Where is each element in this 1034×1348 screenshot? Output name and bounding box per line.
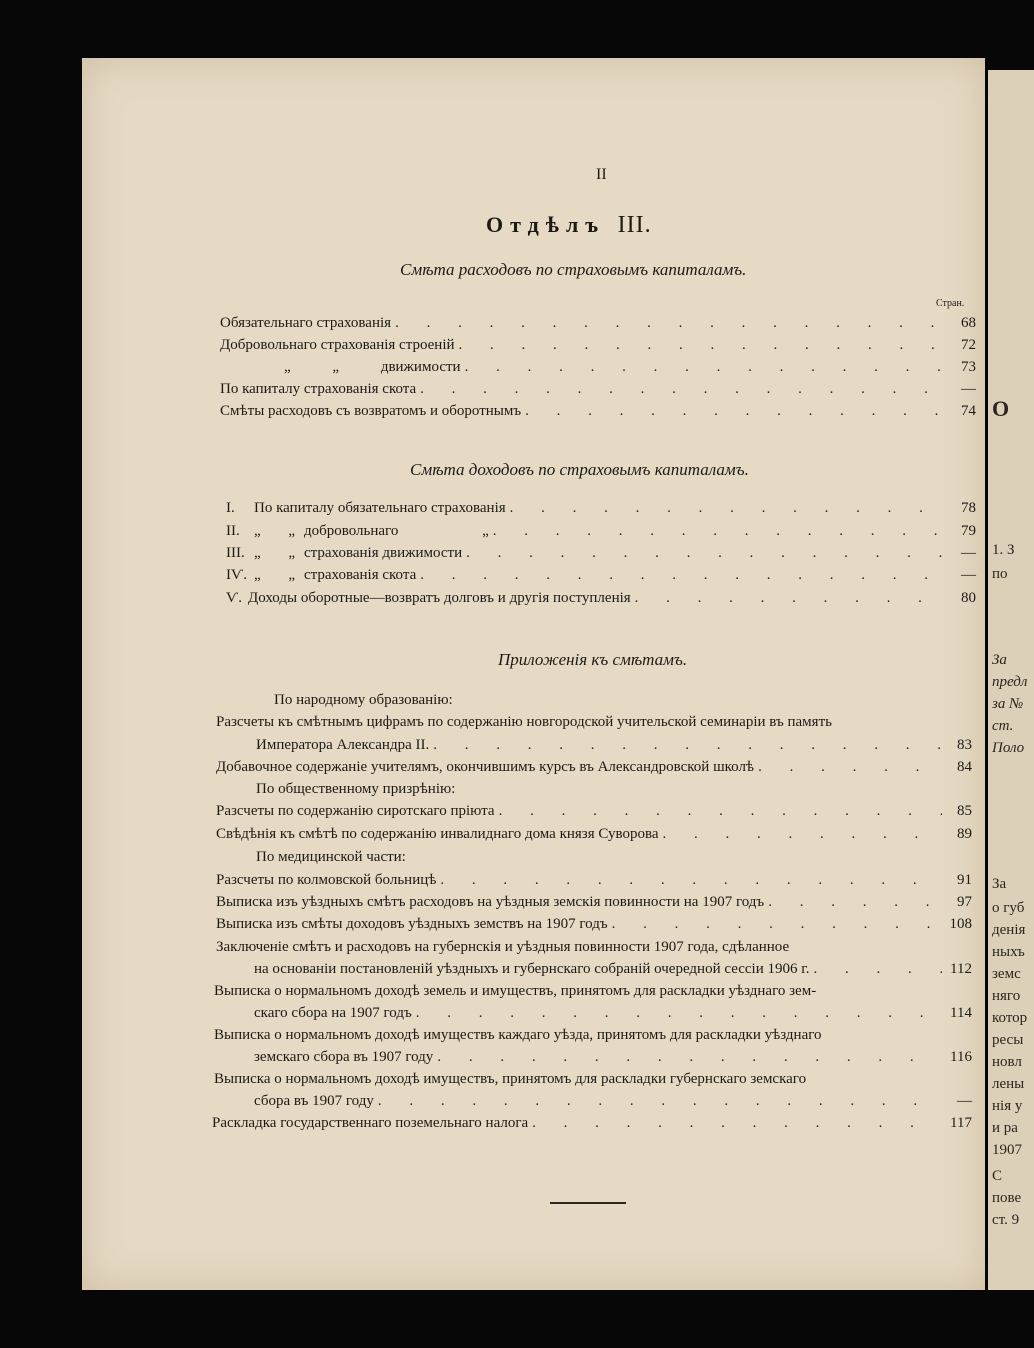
section2-title: Смѣта доходовъ по страховымъ капиталамъ.	[410, 460, 749, 479]
adjacent-fragment: С	[992, 1168, 1003, 1184]
toc-row	[226, 500, 976, 522]
toc-row	[220, 315, 976, 337]
ditto-marks: „ „	[254, 523, 296, 539]
toc-row	[216, 894, 972, 916]
adjacent-fragment: о губ	[992, 900, 1025, 916]
toc-row	[226, 567, 976, 589]
toc-row	[216, 803, 972, 825]
toc-page: 97	[957, 894, 972, 910]
toc-row	[212, 1115, 972, 1137]
page-number: II	[596, 166, 607, 183]
toc-page: 85	[957, 803, 972, 819]
adjacent-fragment: предл	[992, 674, 1028, 690]
toc-label: Добровольнаго страхованія строеній	[220, 337, 455, 353]
leader-dots	[462, 545, 946, 562]
adjacent-fragment: За	[992, 876, 1007, 892]
leader-dots	[391, 315, 946, 332]
adjacent-fragment: ныхъ	[992, 944, 1025, 960]
leader-dots	[495, 803, 942, 820]
closing-rule	[550, 1202, 626, 1204]
adjacent-fragment: пове	[992, 1190, 1022, 1206]
toc-page: 78	[961, 500, 976, 516]
adjacent-fragment: 1907	[992, 1142, 1022, 1158]
adjacent-fragment: 1. З	[992, 542, 1015, 558]
toc-label: По капиталу обязательнаго страхованія	[254, 500, 506, 516]
toc-label: страхованія скота	[304, 567, 417, 583]
leader-dots	[528, 1115, 942, 1132]
leader-dots	[436, 872, 942, 889]
adjacent-fragment: и ра	[992, 1120, 1018, 1136]
toc-row	[256, 737, 972, 759]
adjacent-fragment: земс	[992, 966, 1021, 982]
toc-page: 84	[957, 759, 972, 775]
roman-numeral: I.	[226, 500, 235, 516]
leader-dots	[416, 381, 946, 398]
toc-page: 73	[961, 359, 976, 375]
leader-dots	[521, 403, 946, 420]
leader-dots	[631, 590, 946, 607]
toc-row	[254, 1005, 972, 1027]
toc-row	[216, 872, 972, 894]
adjacent-fragment: котор	[992, 1010, 1028, 1026]
leader-dots	[659, 826, 942, 843]
toc-label: Выписка о нормальномъ доходѣ земель и имуществъ, принятомъ для раскладки уѣзднаго зем-	[214, 983, 817, 999]
adjacent-fragment: денія	[992, 922, 1026, 938]
subheading-medical: По медицинской части:	[256, 849, 406, 865]
adjacent-fragment: Поло	[992, 740, 1025, 756]
toc-label: Разсчеты по содержанію сиротскаго пріюта	[216, 803, 495, 819]
adjacent-fragment: О	[992, 396, 1010, 421]
roman-numeral: IѴ.	[226, 567, 247, 583]
toc-page: 80	[961, 590, 976, 606]
roman-numeral: Ѵ.	[226, 590, 242, 606]
toc-label: добровольнаго „	[304, 523, 489, 539]
leader-dots	[416, 567, 946, 584]
toc-label: Разсчеты по колмовской больницѣ	[216, 872, 437, 888]
leader-dots	[754, 759, 942, 776]
leader-dots	[433, 1049, 942, 1066]
adjacent-fragment: ст. 9	[992, 1212, 1020, 1228]
toc-page: 116	[950, 1049, 972, 1065]
toc-label: По капиталу страхованія скота	[220, 381, 417, 397]
adjacent-fragment: по	[992, 566, 1008, 582]
toc-page: 112	[950, 961, 972, 977]
toc-label: Свѣдѣнія къ смѣтѣ по содержанію инвалиднаго дома князя Суворова	[216, 826, 659, 842]
column-header-pages: Стран.	[936, 298, 965, 309]
toc-label: Выписка о нормальномъ доходѣ имуществъ, принятомъ для раскладки губернскаго земскаго	[214, 1071, 807, 1087]
toc-row	[254, 1049, 972, 1071]
toc-label: на основаніи постановленій уѣздныхъ и губернскаго собраній очередной сессіи 1906 г.	[254, 961, 810, 977]
toc-row	[216, 826, 972, 848]
toc-label: Добавочное содержаніе учителямъ, окончившимъ курсъ въ Александровской школѣ	[216, 759, 755, 775]
leader-dots	[455, 337, 946, 354]
toc-row	[226, 590, 976, 612]
division-heading	[486, 212, 652, 239]
adjacent-fragment: За	[992, 652, 1007, 668]
toc-page: 117	[950, 1115, 972, 1131]
toc-label: скаго сбора на 1907 годъ	[254, 1005, 412, 1021]
toc-row	[284, 359, 976, 381]
roman-numeral: III.	[226, 545, 245, 561]
toc-page: 91	[957, 872, 972, 888]
subheading-charity: По общественному призрѣнію:	[256, 781, 456, 797]
roman-numeral: II.	[226, 523, 240, 539]
toc-label: Выписка о нормальномъ доходѣ имуществъ каждаго уѣзда, принятомъ для раскладки уѣзднаго	[214, 1027, 822, 1043]
adjacent-fragment: ресы	[992, 1032, 1024, 1048]
adjacent-fragment: нія у	[992, 1098, 1023, 1114]
leader-dots	[374, 1093, 942, 1110]
toc-page: 68	[961, 315, 976, 331]
leader-dots	[412, 1005, 942, 1022]
toc-page: 74	[961, 403, 976, 419]
toc-label: страхованія движимости	[304, 545, 463, 561]
toc-row	[226, 545, 976, 567]
adjacent-page-edge	[988, 70, 1034, 1290]
toc-row	[220, 403, 976, 425]
leader-dots	[809, 961, 942, 978]
ditto-marks: „ „	[254, 567, 296, 583]
toc-row	[220, 337, 976, 359]
toc-label: Обязательнаго страхованія	[220, 315, 392, 331]
toc-row	[216, 916, 972, 938]
toc-row	[254, 961, 972, 983]
toc-page: 79	[961, 523, 976, 539]
toc-page: 89	[957, 826, 972, 842]
adjacent-fragment: ст.	[992, 718, 1014, 734]
leader-dots	[506, 500, 946, 517]
toc-label: Императора Александра II.	[256, 737, 430, 753]
toc-label: Разсчеты къ смѣтнымъ цифрамъ по содержанію новгородской учительской семинаріи въ память	[216, 714, 832, 730]
division-roman: III.	[617, 212, 652, 238]
toc-row	[226, 523, 976, 545]
toc-label: сбора въ 1907 году	[254, 1093, 374, 1109]
toc-label: Выписка изъ уѣздныхъ смѣтъ расходовъ на уѣздныя земскія повинности на 1907 годъ	[216, 894, 765, 910]
toc-page: —	[961, 567, 976, 583]
toc-page: 108	[949, 916, 972, 932]
toc-label: Выписка изъ смѣты доходовъ уѣздныхъ земствъ на 1907 годъ	[216, 916, 608, 932]
adjacent-fragment: за №	[992, 696, 1024, 712]
ditto-marks: „ „	[254, 545, 296, 561]
section1-title: Смѣта расходовъ по страховымъ капиталамъ.	[400, 260, 747, 279]
section3-title: Приложенія къ смѣтамъ.	[498, 650, 688, 669]
toc-page: —	[961, 381, 976, 397]
toc-page: —	[961, 545, 976, 561]
leader-dots	[429, 737, 942, 754]
toc-label: Смѣты расходовъ съ возвратомъ и оборотнымъ	[220, 403, 522, 419]
subheading-education: По народному образованію:	[274, 692, 453, 708]
division-word: Отдѣлъ	[486, 212, 606, 237]
adjacent-fragment: новл	[992, 1054, 1022, 1070]
toc-page: —	[957, 1093, 972, 1109]
toc-label: земскаго сбора въ 1907 году	[254, 1049, 434, 1065]
toc-label: Заключеніе смѣтъ и расходовъ на губернскія и уѣздныя повинности 1907 года, сдѣланное	[216, 939, 790, 955]
toc-label: Доходы оборотные—возвратъ долговъ и другія поступленія	[248, 590, 631, 606]
leader-dots	[461, 359, 946, 376]
adjacent-fragment: лены	[992, 1076, 1025, 1092]
leader-dots	[489, 523, 946, 540]
toc-label: „ „ движимости	[284, 359, 461, 375]
toc-page: 114	[950, 1005, 972, 1021]
toc-row	[216, 759, 972, 781]
toc-page: 72	[961, 337, 976, 353]
adjacent-fragment: няго	[992, 988, 1021, 1004]
leader-dots	[764, 894, 942, 911]
toc-row	[220, 381, 976, 403]
toc-page: 83	[957, 737, 972, 753]
toc-label: Раскладка государственнаго поземельнаго налога	[212, 1115, 529, 1131]
toc-row	[254, 1093, 972, 1115]
leader-dots	[608, 916, 942, 933]
